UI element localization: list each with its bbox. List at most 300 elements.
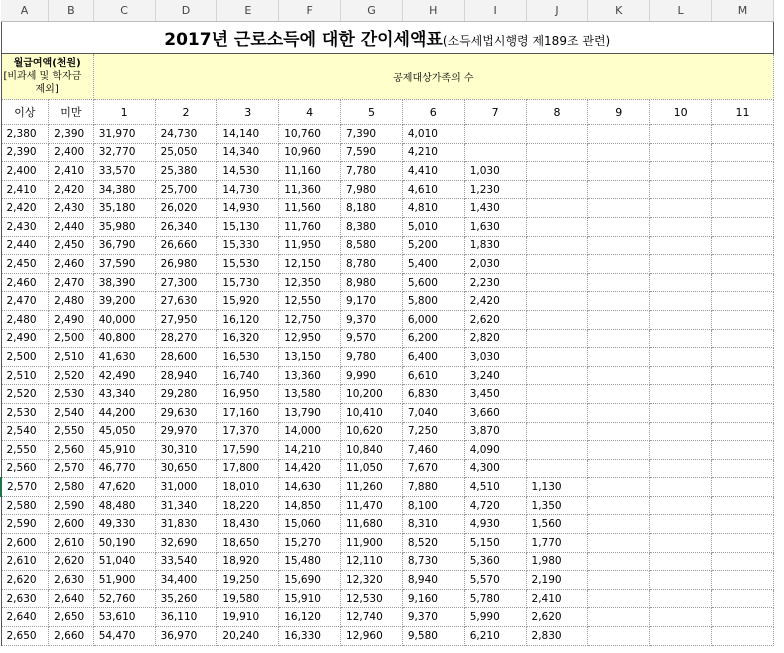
cell-f[interactable]: 13,580 xyxy=(279,385,341,404)
cell-l[interactable] xyxy=(650,459,712,478)
cell-g[interactable]: 7,590 xyxy=(341,143,403,162)
cell-i[interactable]: 3,870 xyxy=(464,422,526,441)
family-number-cell[interactable]: 9 xyxy=(588,100,650,125)
cell-l[interactable] xyxy=(650,422,712,441)
cell-b[interactable]: 2,660 xyxy=(49,627,94,646)
cell-h[interactable]: 7,880 xyxy=(402,478,464,497)
cell-e[interactable]: 18,650 xyxy=(217,534,279,553)
cell-g[interactable]: 10,620 xyxy=(341,422,403,441)
cell-b[interactable]: 2,620 xyxy=(49,552,94,571)
cell-h[interactable]: 7,670 xyxy=(402,459,464,478)
cell-m[interactable] xyxy=(712,255,774,274)
cell-f[interactable]: 10,960 xyxy=(279,143,341,162)
cell-j[interactable] xyxy=(526,403,588,422)
cell-f[interactable]: 15,480 xyxy=(279,552,341,571)
cell-h[interactable]: 7,250 xyxy=(402,422,464,441)
cell-i[interactable] xyxy=(464,143,526,162)
cell-h[interactable]: 8,310 xyxy=(402,515,464,534)
cell-c[interactable]: 34,380 xyxy=(93,180,155,199)
cell-j[interactable]: 2,830 xyxy=(526,627,588,646)
cell-g[interactable]: 12,960 xyxy=(341,627,403,646)
cell-g[interactable]: 11,050 xyxy=(341,459,403,478)
cell-h[interactable]: 9,160 xyxy=(402,589,464,608)
cell-j[interactable] xyxy=(526,366,588,385)
cell-a[interactable]: 2,500 xyxy=(1,348,49,367)
cell-j[interactable] xyxy=(526,292,588,311)
cell-a[interactable]: 2,510 xyxy=(1,366,49,385)
cell-k[interactable] xyxy=(588,478,650,497)
cell-k[interactable] xyxy=(588,292,650,311)
cell-b[interactable]: 2,540 xyxy=(49,403,94,422)
cell-b[interactable]: 2,530 xyxy=(49,385,94,404)
cell-k[interactable] xyxy=(588,125,650,144)
cell-k[interactable] xyxy=(588,515,650,534)
cell-j[interactable]: 2,190 xyxy=(526,571,588,590)
cell-k[interactable] xyxy=(588,385,650,404)
cell-j[interactable]: 1,770 xyxy=(526,534,588,553)
cell-g[interactable]: 8,180 xyxy=(341,199,403,218)
cell-l[interactable] xyxy=(650,348,712,367)
family-number-cell[interactable]: 1 xyxy=(93,100,155,125)
cell-b[interactable]: 2,470 xyxy=(49,273,94,292)
cell-j[interactable] xyxy=(526,217,588,236)
cell-l[interactable] xyxy=(650,199,712,218)
cell-e[interactable]: 16,740 xyxy=(217,366,279,385)
cell-d[interactable]: 24,730 xyxy=(155,125,217,144)
cell-j[interactable] xyxy=(526,441,588,460)
cell-d[interactable]: 28,600 xyxy=(155,348,217,367)
cell-g[interactable]: 11,470 xyxy=(341,496,403,515)
cell-i[interactable]: 1,830 xyxy=(464,236,526,255)
cell-i[interactable]: 2,420 xyxy=(464,292,526,311)
cell-m[interactable] xyxy=(712,589,774,608)
cell-c[interactable]: 39,200 xyxy=(93,292,155,311)
cell-d[interactable]: 33,540 xyxy=(155,552,217,571)
cell-g[interactable]: 9,570 xyxy=(341,329,403,348)
cell-j[interactable] xyxy=(526,385,588,404)
cell-e[interactable]: 18,220 xyxy=(217,496,279,515)
cell-m[interactable] xyxy=(712,422,774,441)
cell-a[interactable]: 2,390 xyxy=(1,143,49,162)
cell-e[interactable]: 20,240 xyxy=(217,627,279,646)
cell-k[interactable] xyxy=(588,552,650,571)
cell-j[interactable] xyxy=(526,236,588,255)
cell-k[interactable] xyxy=(588,422,650,441)
cell-e[interactable]: 19,580 xyxy=(217,589,279,608)
cell-f[interactable]: 12,550 xyxy=(279,292,341,311)
cell-f[interactable]: 11,760 xyxy=(279,217,341,236)
cell-c[interactable]: 54,470 xyxy=(93,627,155,646)
cell-j[interactable] xyxy=(526,329,588,348)
cell-m[interactable] xyxy=(712,571,774,590)
cell-a[interactable]: 2,580 xyxy=(1,496,49,515)
cell-g[interactable]: 9,990 xyxy=(341,366,403,385)
cell-d[interactable]: 35,260 xyxy=(155,589,217,608)
cell-l[interactable] xyxy=(650,385,712,404)
cell-a[interactable]: 2,570 xyxy=(1,478,49,497)
column-header-f[interactable]: F xyxy=(279,0,341,22)
cell-i[interactable]: 5,150 xyxy=(464,534,526,553)
cell-i[interactable] xyxy=(464,125,526,144)
cell-l[interactable] xyxy=(650,534,712,553)
cell-b[interactable]: 2,410 xyxy=(49,162,94,181)
cell-b[interactable]: 2,550 xyxy=(49,422,94,441)
cell-c[interactable]: 43,340 xyxy=(93,385,155,404)
cell-k[interactable] xyxy=(588,273,650,292)
cell-g[interactable]: 12,110 xyxy=(341,552,403,571)
cell-b[interactable]: 2,500 xyxy=(49,329,94,348)
cell-j[interactable] xyxy=(526,199,588,218)
cell-f[interactable]: 14,210 xyxy=(279,441,341,460)
cell-b[interactable]: 2,440 xyxy=(49,217,94,236)
cell-a[interactable]: 2,450 xyxy=(1,255,49,274)
cell-d[interactable]: 26,660 xyxy=(155,236,217,255)
cell-f[interactable]: 10,760 xyxy=(279,125,341,144)
cell-i[interactable]: 2,230 xyxy=(464,273,526,292)
cell-d[interactable]: 25,380 xyxy=(155,162,217,181)
cell-b[interactable]: 2,570 xyxy=(49,459,94,478)
column-header-l[interactable]: L xyxy=(650,0,712,22)
cell-h[interactable]: 4,410 xyxy=(402,162,464,181)
cell-h[interactable]: 6,000 xyxy=(402,310,464,329)
cell-g[interactable]: 12,530 xyxy=(341,589,403,608)
cell-f[interactable]: 12,350 xyxy=(279,273,341,292)
cell-l[interactable] xyxy=(650,143,712,162)
cell-h[interactable]: 6,830 xyxy=(402,385,464,404)
cell-f[interactable]: 13,790 xyxy=(279,403,341,422)
cell-j[interactable] xyxy=(526,125,588,144)
cell-j[interactable] xyxy=(526,180,588,199)
cell-i[interactable]: 4,510 xyxy=(464,478,526,497)
cell-m[interactable] xyxy=(712,459,774,478)
cell-a[interactable]: 2,470 xyxy=(1,292,49,311)
cell-e[interactable]: 16,950 xyxy=(217,385,279,404)
cell-d[interactable]: 28,940 xyxy=(155,366,217,385)
cell-g[interactable]: 8,580 xyxy=(341,236,403,255)
cell-e[interactable]: 15,920 xyxy=(217,292,279,311)
cell-c[interactable]: 40,000 xyxy=(93,310,155,329)
cell-l[interactable] xyxy=(650,273,712,292)
cell-d[interactable]: 27,950 xyxy=(155,310,217,329)
cell-g[interactable]: 7,780 xyxy=(341,162,403,181)
cell-b[interactable]: 2,610 xyxy=(49,534,94,553)
cell-m[interactable] xyxy=(712,478,774,497)
cell-k[interactable] xyxy=(588,162,650,181)
cell-h[interactable]: 6,400 xyxy=(402,348,464,367)
cell-l[interactable] xyxy=(650,571,712,590)
max-header-cell[interactable]: 미만 xyxy=(49,100,94,125)
cell-i[interactable]: 5,990 xyxy=(464,608,526,627)
cell-h[interactable]: 7,040 xyxy=(402,403,464,422)
cell-h[interactable]: 8,940 xyxy=(402,571,464,590)
column-header-b[interactable]: B xyxy=(49,0,94,22)
cell-i[interactable]: 6,210 xyxy=(464,627,526,646)
cell-a[interactable]: 2,640 xyxy=(1,608,49,627)
cell-h[interactable]: 5,010 xyxy=(402,217,464,236)
cell-e[interactable]: 15,730 xyxy=(217,273,279,292)
cell-a[interactable]: 2,520 xyxy=(1,385,49,404)
cell-e[interactable]: 17,800 xyxy=(217,459,279,478)
cell-i[interactable]: 4,300 xyxy=(464,459,526,478)
cell-k[interactable] xyxy=(588,459,650,478)
cell-e[interactable]: 17,160 xyxy=(217,403,279,422)
cell-m[interactable] xyxy=(712,441,774,460)
cell-l[interactable] xyxy=(650,627,712,646)
family-number-cell[interactable]: 2 xyxy=(155,100,217,125)
cell-e[interactable]: 15,330 xyxy=(217,236,279,255)
cell-c[interactable]: 50,190 xyxy=(93,534,155,553)
cell-f[interactable]: 12,150 xyxy=(279,255,341,274)
cell-l[interactable] xyxy=(650,478,712,497)
cell-l[interactable] xyxy=(650,589,712,608)
cell-m[interactable] xyxy=(712,329,774,348)
cell-j[interactable] xyxy=(526,162,588,181)
cell-m[interactable] xyxy=(712,199,774,218)
column-header-e[interactable]: E xyxy=(217,0,279,22)
cell-e[interactable]: 17,590 xyxy=(217,441,279,460)
cell-b[interactable]: 2,650 xyxy=(49,608,94,627)
cell-h[interactable]: 4,810 xyxy=(402,199,464,218)
cell-g[interactable]: 9,170 xyxy=(341,292,403,311)
cell-h[interactable]: 9,370 xyxy=(402,608,464,627)
cell-f[interactable]: 11,160 xyxy=(279,162,341,181)
cell-l[interactable] xyxy=(650,125,712,144)
cell-m[interactable] xyxy=(712,385,774,404)
cell-m[interactable] xyxy=(712,366,774,385)
cell-b[interactable]: 2,420 xyxy=(49,180,94,199)
family-number-cell[interactable]: 5 xyxy=(341,100,403,125)
cell-c[interactable]: 35,180 xyxy=(93,199,155,218)
cell-i[interactable]: 3,240 xyxy=(464,366,526,385)
cell-f[interactable]: 11,950 xyxy=(279,236,341,255)
cell-a[interactable]: 2,630 xyxy=(1,589,49,608)
cell-f[interactable]: 14,420 xyxy=(279,459,341,478)
cell-k[interactable] xyxy=(588,608,650,627)
cell-d[interactable]: 25,050 xyxy=(155,143,217,162)
cell-c[interactable]: 42,490 xyxy=(93,366,155,385)
cell-i[interactable]: 1,430 xyxy=(464,199,526,218)
cell-h[interactable]: 8,730 xyxy=(402,552,464,571)
cell-m[interactable] xyxy=(712,162,774,181)
cell-l[interactable] xyxy=(650,552,712,571)
cell-i[interactable]: 1,230 xyxy=(464,180,526,199)
cell-f[interactable]: 11,360 xyxy=(279,180,341,199)
cell-d[interactable]: 32,690 xyxy=(155,534,217,553)
cell-j[interactable] xyxy=(526,348,588,367)
cell-f[interactable]: 13,150 xyxy=(279,348,341,367)
cell-h[interactable]: 5,400 xyxy=(402,255,464,274)
cell-m[interactable] xyxy=(712,608,774,627)
cell-b[interactable]: 2,520 xyxy=(49,366,94,385)
family-number-cell[interactable]: 3 xyxy=(217,100,279,125)
cell-k[interactable] xyxy=(588,348,650,367)
cell-c[interactable]: 45,050 xyxy=(93,422,155,441)
cell-f[interactable]: 16,330 xyxy=(279,627,341,646)
column-header-h[interactable]: H xyxy=(402,0,464,22)
cell-l[interactable] xyxy=(650,366,712,385)
cell-i[interactable]: 2,030 xyxy=(464,255,526,274)
cell-f[interactable]: 16,120 xyxy=(279,608,341,627)
cell-c[interactable]: 33,570 xyxy=(93,162,155,181)
cell-h[interactable]: 4,610 xyxy=(402,180,464,199)
cell-a[interactable]: 2,440 xyxy=(1,236,49,255)
cell-j[interactable] xyxy=(526,143,588,162)
cell-j[interactable]: 1,560 xyxy=(526,515,588,534)
cell-k[interactable] xyxy=(588,403,650,422)
cell-h[interactable]: 4,210 xyxy=(402,143,464,162)
cell-i[interactable]: 4,720 xyxy=(464,496,526,515)
cell-l[interactable] xyxy=(650,329,712,348)
cell-d[interactable]: 25,700 xyxy=(155,180,217,199)
cell-m[interactable] xyxy=(712,292,774,311)
cell-l[interactable] xyxy=(650,255,712,274)
cell-j[interactable] xyxy=(526,422,588,441)
cell-g[interactable]: 7,390 xyxy=(341,125,403,144)
cell-c[interactable]: 38,390 xyxy=(93,273,155,292)
cell-h[interactable]: 5,600 xyxy=(402,273,464,292)
cell-l[interactable] xyxy=(650,310,712,329)
column-header-j[interactable]: J xyxy=(526,0,588,22)
cell-l[interactable] xyxy=(650,162,712,181)
cell-i[interactable]: 3,030 xyxy=(464,348,526,367)
cell-d[interactable]: 31,830 xyxy=(155,515,217,534)
cell-g[interactable]: 11,680 xyxy=(341,515,403,534)
cell-k[interactable] xyxy=(588,236,650,255)
cell-k[interactable] xyxy=(588,441,650,460)
family-number-cell[interactable]: 4 xyxy=(279,100,341,125)
cell-a[interactable]: 2,420 xyxy=(1,199,49,218)
cell-g[interactable]: 10,840 xyxy=(341,441,403,460)
cell-h[interactable]: 7,460 xyxy=(402,441,464,460)
cell-k[interactable] xyxy=(588,534,650,553)
family-number-cell[interactable]: 7 xyxy=(464,100,526,125)
cell-d[interactable]: 31,340 xyxy=(155,496,217,515)
cell-a[interactable]: 2,380 xyxy=(1,125,49,144)
cell-h[interactable]: 6,200 xyxy=(402,329,464,348)
cell-a[interactable]: 2,460 xyxy=(1,273,49,292)
cell-f[interactable]: 15,060 xyxy=(279,515,341,534)
cell-k[interactable] xyxy=(588,255,650,274)
cell-l[interactable] xyxy=(650,441,712,460)
cell-e[interactable]: 18,920 xyxy=(217,552,279,571)
cell-d[interactable]: 31,000 xyxy=(155,478,217,497)
cell-c[interactable]: 49,330 xyxy=(93,515,155,534)
cell-j[interactable]: 1,130 xyxy=(526,478,588,497)
cell-b[interactable]: 2,510 xyxy=(49,348,94,367)
cell-d[interactable]: 27,300 xyxy=(155,273,217,292)
cell-b[interactable]: 2,590 xyxy=(49,496,94,515)
cell-g[interactable]: 12,740 xyxy=(341,608,403,627)
cell-f[interactable]: 14,000 xyxy=(279,422,341,441)
cell-c[interactable]: 36,790 xyxy=(93,236,155,255)
cell-h[interactable]: 8,520 xyxy=(402,534,464,553)
cell-a[interactable]: 2,600 xyxy=(1,534,49,553)
cell-c[interactable]: 51,900 xyxy=(93,571,155,590)
cell-l[interactable] xyxy=(650,608,712,627)
cell-d[interactable]: 27,630 xyxy=(155,292,217,311)
cell-d[interactable]: 36,110 xyxy=(155,608,217,627)
cell-l[interactable] xyxy=(650,515,712,534)
cell-j[interactable]: 2,620 xyxy=(526,608,588,627)
cell-l[interactable] xyxy=(650,403,712,422)
cell-d[interactable]: 34,400 xyxy=(155,571,217,590)
cell-a[interactable]: 2,610 xyxy=(1,552,49,571)
cell-b[interactable]: 2,630 xyxy=(49,571,94,590)
cell-j[interactable] xyxy=(526,459,588,478)
cell-g[interactable]: 8,380 xyxy=(341,217,403,236)
cell-i[interactable]: 5,570 xyxy=(464,571,526,590)
cell-m[interactable] xyxy=(712,515,774,534)
cell-f[interactable]: 15,910 xyxy=(279,589,341,608)
cell-j[interactable] xyxy=(526,310,588,329)
cell-d[interactable]: 30,310 xyxy=(155,441,217,460)
cell-k[interactable] xyxy=(588,589,650,608)
cell-d[interactable]: 29,630 xyxy=(155,403,217,422)
cell-b[interactable]: 2,430 xyxy=(49,199,94,218)
cell-m[interactable] xyxy=(712,143,774,162)
cell-d[interactable]: 26,020 xyxy=(155,199,217,218)
cell-c[interactable]: 47,620 xyxy=(93,478,155,497)
cell-c[interactable]: 35,980 xyxy=(93,217,155,236)
cell-m[interactable] xyxy=(712,534,774,553)
column-header-g[interactable]: G xyxy=(341,0,403,22)
cell-i[interactable]: 2,820 xyxy=(464,329,526,348)
cell-m[interactable] xyxy=(712,125,774,144)
family-count-header[interactable] xyxy=(93,54,773,100)
family-number-cell[interactable]: 6 xyxy=(402,100,464,125)
column-header-d[interactable]: D xyxy=(155,0,217,22)
cell-g[interactable]: 9,780 xyxy=(341,348,403,367)
cell-c[interactable]: 46,770 xyxy=(93,459,155,478)
cell-h[interactable]: 6,610 xyxy=(402,366,464,385)
cell-e[interactable]: 16,320 xyxy=(217,329,279,348)
cell-b[interactable]: 2,400 xyxy=(49,143,94,162)
cell-d[interactable]: 29,280 xyxy=(155,385,217,404)
cell-a[interactable]: 2,530 xyxy=(1,403,49,422)
cell-f[interactable]: 13,360 xyxy=(279,366,341,385)
cell-j[interactable] xyxy=(526,273,588,292)
cell-b[interactable]: 2,460 xyxy=(49,255,94,274)
cell-m[interactable] xyxy=(712,273,774,292)
cell-c[interactable]: 32,770 xyxy=(93,143,155,162)
cell-e[interactable]: 15,130 xyxy=(217,217,279,236)
cell-g[interactable]: 10,200 xyxy=(341,385,403,404)
column-header-i[interactable]: I xyxy=(464,0,526,22)
cell-a[interactable]: 2,430 xyxy=(1,217,49,236)
cell-i[interactable]: 1,630 xyxy=(464,217,526,236)
cell-c[interactable]: 48,480 xyxy=(93,496,155,515)
cell-a[interactable]: 2,550 xyxy=(1,441,49,460)
cell-c[interactable]: 53,610 xyxy=(93,608,155,627)
cell-b[interactable]: 2,490 xyxy=(49,310,94,329)
cell-e[interactable]: 18,430 xyxy=(217,515,279,534)
cell-d[interactable]: 28,270 xyxy=(155,329,217,348)
cell-f[interactable]: 14,850 xyxy=(279,496,341,515)
cell-a[interactable]: 2,620 xyxy=(1,571,49,590)
monthly-pay-header[interactable] xyxy=(1,54,93,100)
cell-m[interactable] xyxy=(712,348,774,367)
cell-g[interactable]: 12,320 xyxy=(341,571,403,590)
cell-m[interactable] xyxy=(712,236,774,255)
cell-b[interactable]: 2,640 xyxy=(49,589,94,608)
cell-k[interactable] xyxy=(588,217,650,236)
cell-c[interactable]: 52,760 xyxy=(93,589,155,608)
cell-f[interactable]: 15,270 xyxy=(279,534,341,553)
cell-l[interactable] xyxy=(650,292,712,311)
cell-d[interactable]: 36,970 xyxy=(155,627,217,646)
cell-k[interactable] xyxy=(588,180,650,199)
cell-m[interactable] xyxy=(712,217,774,236)
